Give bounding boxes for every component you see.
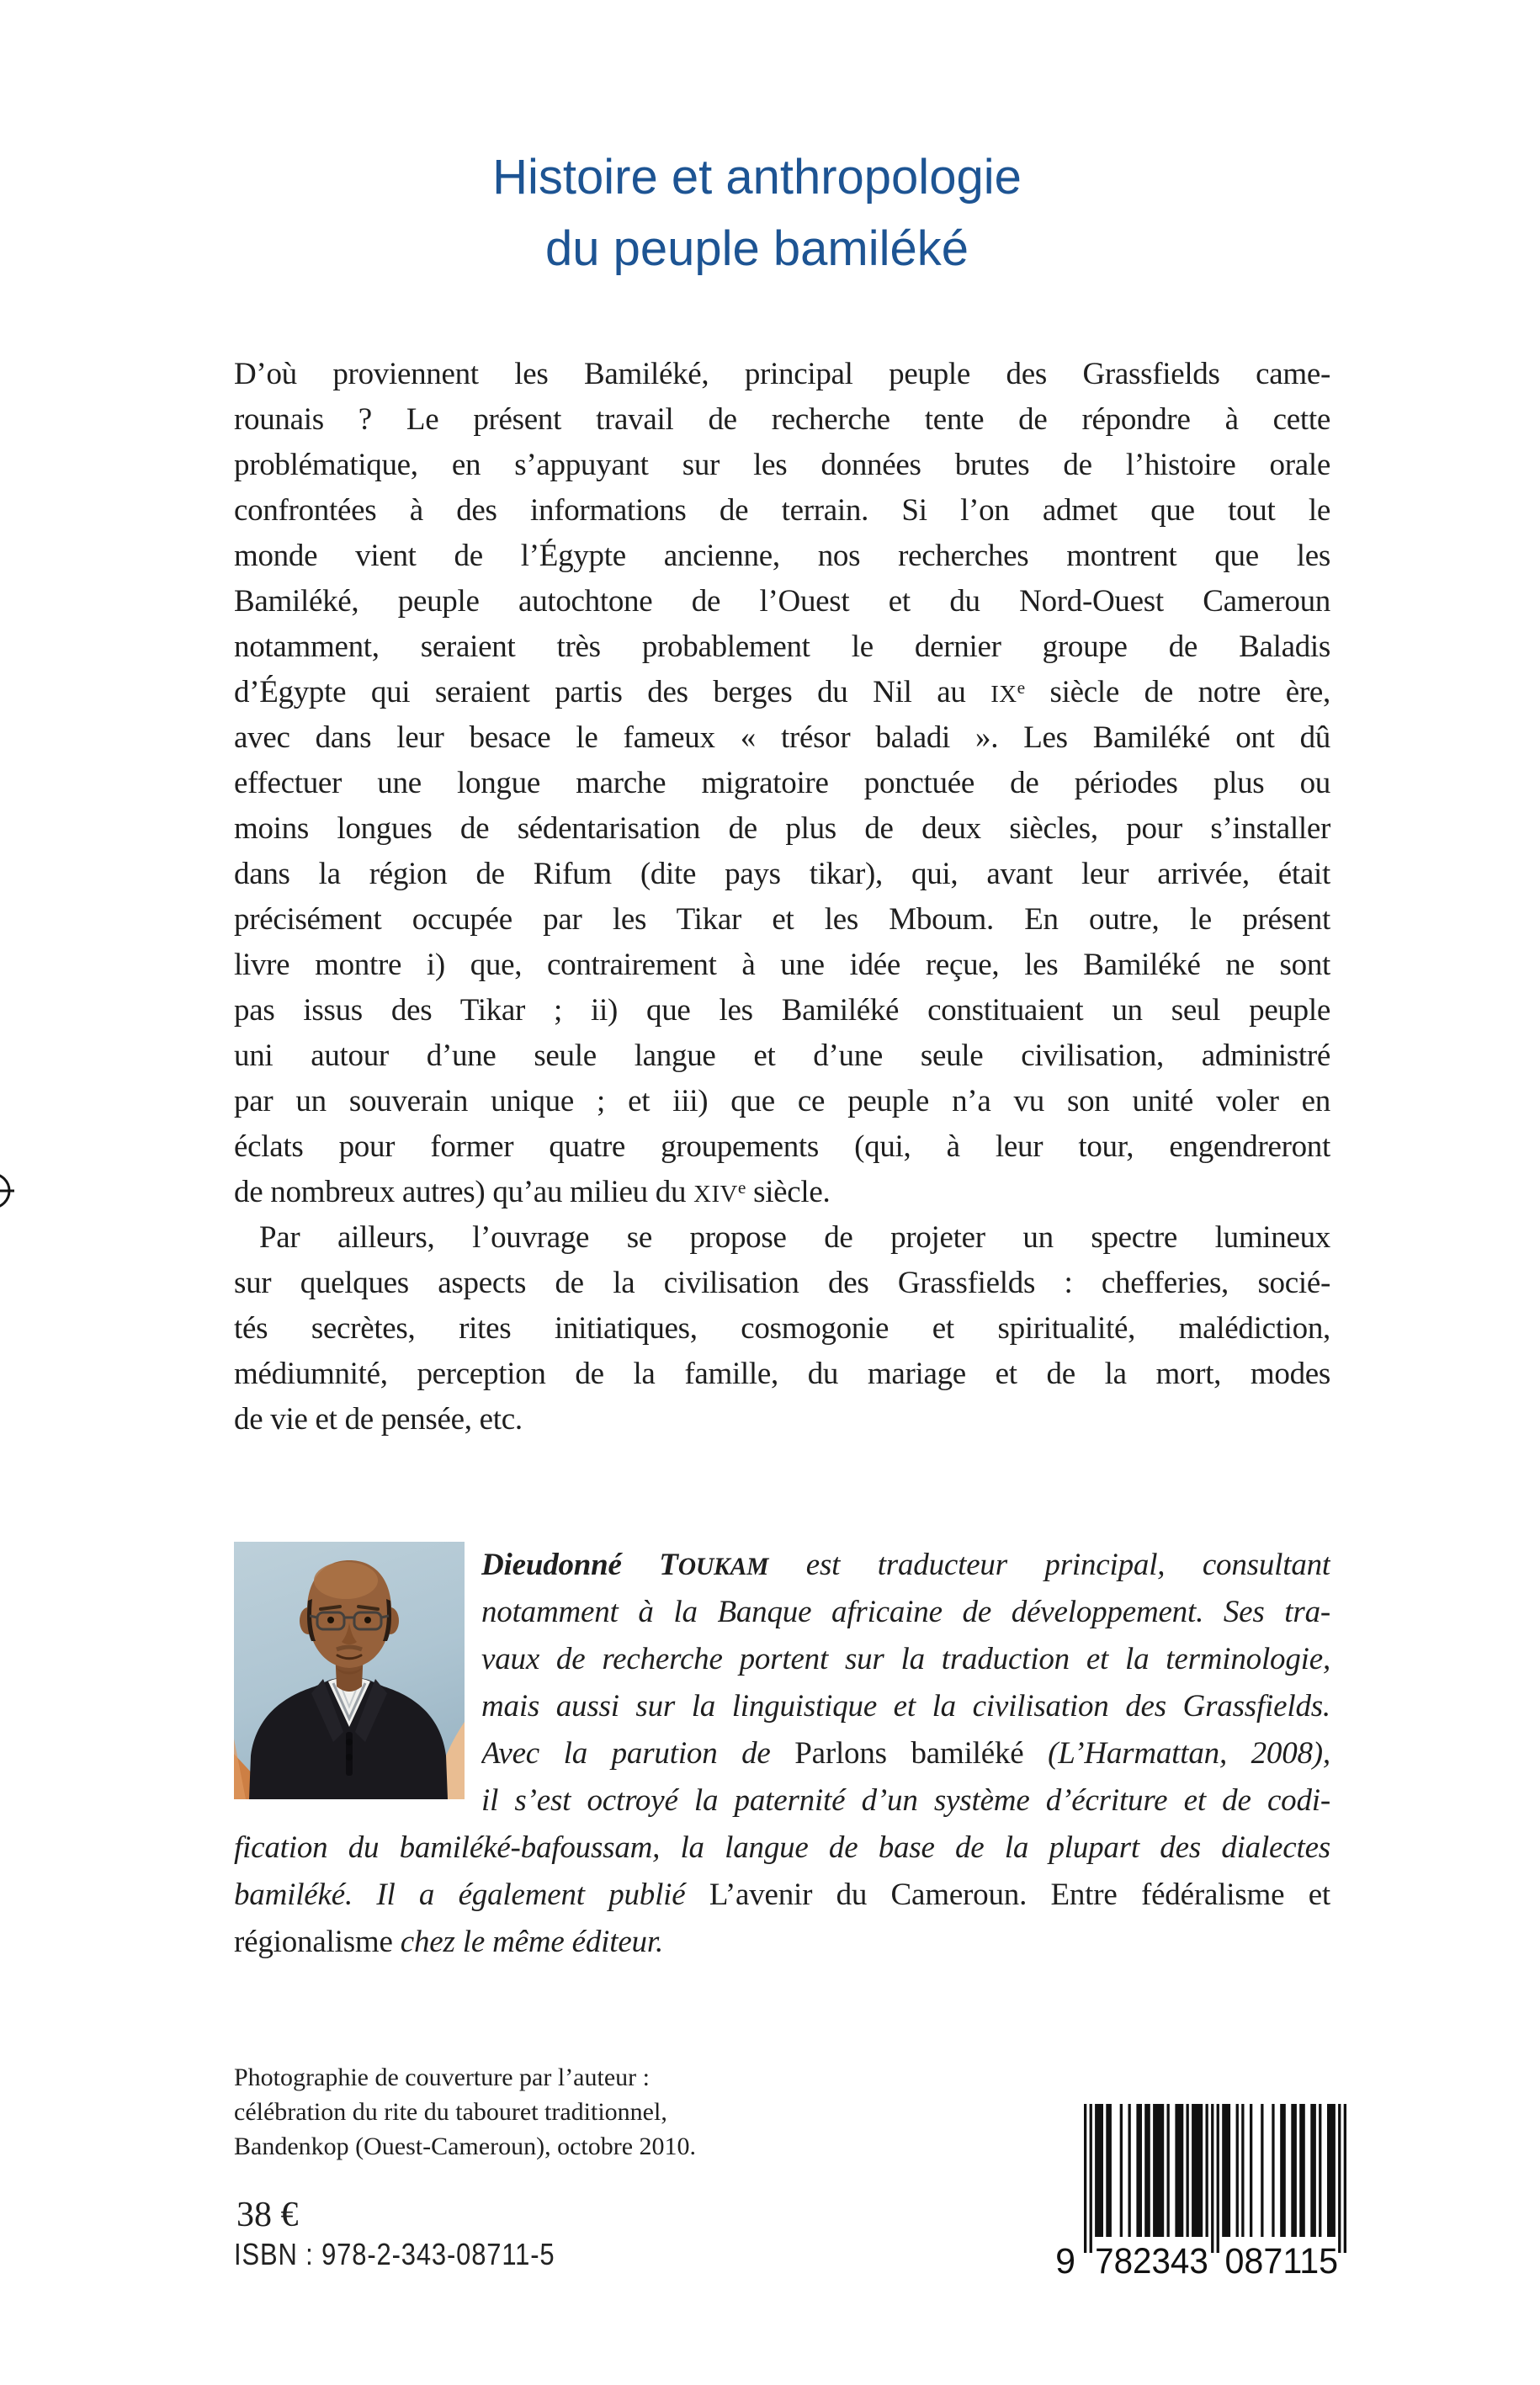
text-line: Avec la parution de Parlons bamiléké (L’Harmattan, 2008), bbox=[481, 1736, 1330, 1771]
text-line: célébration du rite du tabouret traditionnel, bbox=[234, 2098, 667, 2126]
text-line: de vie et de pensée, etc. bbox=[234, 1402, 523, 1437]
barcode-digit-left: 9 bbox=[1055, 2241, 1075, 2281]
ean13-barcode-svg bbox=[1050, 2104, 1353, 2282]
text-line: Bandenkop (Ouest-Cameroun), octobre 2010. bbox=[234, 2133, 697, 2160]
text-line: pas issus des Tikar ; ii) que les Bamiléké constituaient un seul peuple bbox=[234, 993, 1330, 1028]
isbn-label bbox=[234, 2237, 608, 2272]
styled-run: e bbox=[1017, 677, 1025, 699]
cover-photo-credit bbox=[234, 2060, 991, 2164]
text-line: dans la région de Rifum (dite pays tikar), qui, avant leur arrivée, était bbox=[234, 857, 1330, 891]
text-line: effectuer une longue marche migratoire ponctuée de périodes plus ou bbox=[234, 766, 1330, 800]
book-title-line2: du peuple bamiléké bbox=[544, 221, 969, 276]
book-title bbox=[209, 141, 1305, 284]
text-line: moins longues de sédentarisation de plus de deux siècles, pour s’installer bbox=[234, 811, 1330, 846]
book-title-line1: Histoire et anthropologie bbox=[492, 150, 1022, 205]
styled-run: XIV bbox=[693, 1181, 738, 1208]
styled-run: Dieudonné T bbox=[481, 1548, 678, 1582]
isbn-barcode bbox=[1050, 2104, 1353, 2282]
styled-run: IX bbox=[990, 681, 1017, 708]
isbn-value: ISBN : 978-2-343-08711-5 bbox=[234, 2237, 555, 2271]
text-line: d’Égypte qui seraient partis des berges du Nil au IXe siècle de notre ère, bbox=[234, 675, 1330, 709]
author-bio bbox=[234, 1542, 1330, 1966]
text-line: de nombreux autres) qu’au milieu du XIVe siècle. bbox=[234, 1175, 831, 1209]
text-line: rounais ? Le présent travail de recherche tente de répondre à cette bbox=[234, 402, 1330, 437]
text-line: monde vient de l’Égypte ancienne, nos recherches montrent que les bbox=[234, 539, 1330, 573]
styled-run: régionalisme bbox=[234, 1925, 393, 1959]
text-line: problématique, en s’appuyant sur les données brutes de l’histoire orale bbox=[234, 448, 1330, 482]
text-line: fication du bamiléké-bafoussam, la langue de base de la plupart des dialectes bbox=[234, 1830, 1330, 1865]
text-line: il s’est octroyé la paternité d’un système d’écriture et de codi- bbox=[481, 1783, 1330, 1818]
text-line: Par ailleurs, l’ouvrage se propose de projeter un spectre lumineux bbox=[259, 1220, 1330, 1255]
text-line: éclats pour former quatre groupements (qui, à leur tour, engendreront bbox=[234, 1129, 1330, 1164]
text-line: médiumnité, perception de la famille, du mariage et de la mort, modes bbox=[234, 1357, 1330, 1391]
text-line: mais aussi sur la linguistique et la civilisation des Grassfields. bbox=[481, 1689, 1330, 1724]
text-line: Dieudonné TOUKAM est traducteur principal, consultant bbox=[481, 1548, 1330, 1582]
barcode-digits-group2: 087115 bbox=[1224, 2241, 1339, 2281]
text-line: notamment à la Banque africaine de développement. Ses tra- bbox=[481, 1595, 1330, 1629]
text-line: Photographie de couverture par l’auteur : bbox=[234, 2064, 650, 2091]
barcode-digits-group1: 782343 bbox=[1095, 2241, 1208, 2281]
text-line: livre montre i) que, contrairement à une idée reçue, les Bamiléké ne sont bbox=[234, 948, 1330, 982]
styled-run: L’avenir du Cameroun. Entre fédéralisme et bbox=[709, 1878, 1330, 1912]
text-line: avec dans leur besace le fameux « trésor baladi ». Les Bamiléké ont dû bbox=[234, 720, 1330, 755]
styled-run: Parlons bamiléké bbox=[794, 1736, 1024, 1771]
text-line: vaux de recherche portent sur la traduction et la terminologie, bbox=[481, 1642, 1330, 1676]
text-line: confrontées à des informations de terrain. Si l’on admet que tout le bbox=[234, 493, 1330, 528]
price-label: 38 € bbox=[236, 2196, 299, 2234]
styled-run: e bbox=[737, 1177, 746, 1198]
text-line: bamiléké. Il a également publié L’avenir du Cameroun. Entre fédéralisme et bbox=[234, 1878, 1330, 1912]
text-line: tés secrètes, rites initiatiques, cosmogonie et spiritualité, malédiction, bbox=[234, 1311, 1330, 1346]
text-line: uni autour d’une seule langue et d’une seule civilisation, administré bbox=[234, 1038, 1330, 1073]
text-line: Bamiléké, peuple autochtone de l’Ouest et du Nord-Ouest Cameroun bbox=[234, 584, 1330, 619]
text-line: sur quelques aspects de la civilisation des Grassfields : chefferies, socié- bbox=[234, 1266, 1330, 1300]
text-line: régionalisme chez le même éditeur. bbox=[234, 1925, 664, 1959]
text-line: précisément occupée par les Tikar et les Mboum. En outre, le présent bbox=[234, 902, 1330, 937]
synopsis-text bbox=[234, 352, 1330, 1442]
crop-registration-mark bbox=[0, 1169, 25, 1213]
text-line: notamment, seraient très probablement le dernier groupe de Baladis bbox=[234, 629, 1330, 664]
author-photo bbox=[234, 1542, 465, 1799]
text-line: D’où proviennent les Bamiléké, principal peuple des Grassfields came- bbox=[234, 357, 1330, 391]
styled-run: OUKAM bbox=[677, 1554, 769, 1580]
text-line: par un souverain unique ; et iii) que ce peuple n’a vu son unité voler en bbox=[234, 1084, 1330, 1118]
